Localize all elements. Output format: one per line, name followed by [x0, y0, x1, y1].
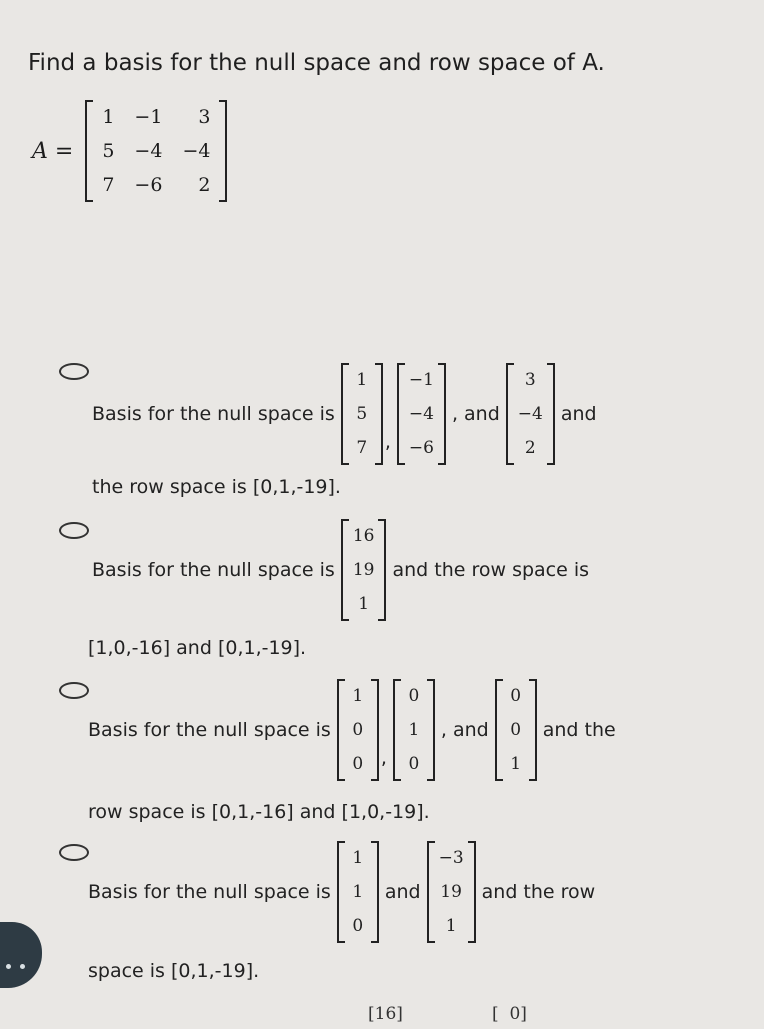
- question-text: Find a basis for the null space and row space of A.: [28, 50, 605, 76]
- vector-entry: 0: [408, 754, 420, 774]
- side-widget-icon[interactable]: [0, 922, 42, 988]
- separator: ,: [384, 431, 391, 453]
- vector: [495, 679, 537, 781]
- vector-entry: 0: [510, 686, 522, 706]
- cut-off-entry: 0: [509, 1004, 521, 1024]
- option-prefix: Basis for the null space is: [92, 559, 335, 581]
- option-prefix: Basis for the null space is: [88, 719, 331, 741]
- vector: [337, 679, 379, 781]
- matrix-cell: −4: [134, 140, 163, 162]
- vector-entry: 0: [352, 720, 364, 740]
- matrix-cell: 3: [198, 106, 211, 128]
- vector: [341, 519, 387, 621]
- matrix-brackets: [85, 100, 227, 202]
- vector-entry: 1: [358, 594, 370, 614]
- vector: [397, 363, 446, 465]
- vector-entry: 1: [352, 882, 364, 902]
- option-suffix: and: [560, 403, 597, 425]
- option-4-row-space: space is [0,1,-19].: [88, 960, 260, 982]
- vector-entry: 16: [352, 526, 375, 546]
- option-prefix: Basis for the null space is: [88, 881, 331, 903]
- vector-entry: 7: [356, 438, 368, 458]
- option-suffix: and the row: [481, 881, 596, 903]
- cut-off-entry: 16: [374, 1004, 397, 1024]
- vector: [393, 679, 435, 781]
- vector-entry: 19: [440, 882, 462, 902]
- radio-button-empty-icon[interactable]: [59, 682, 89, 699]
- vector-entry: −6: [408, 438, 434, 458]
- vector-entry: 1: [352, 848, 364, 868]
- matrix-label: A =: [32, 138, 74, 164]
- matrix-cell: −4: [182, 140, 211, 162]
- separator: , and: [451, 403, 500, 425]
- cut-off-vector-left: [16]: [368, 1004, 403, 1024]
- vector-entry: 5: [356, 404, 368, 424]
- vector-entry: 1: [510, 754, 522, 774]
- matrix-cell: −6: [134, 174, 163, 196]
- vector-entry: −4: [517, 404, 543, 424]
- option-suffix: and the: [542, 719, 616, 741]
- vector-entry: 1: [445, 916, 457, 936]
- vector-entry: 0: [408, 686, 420, 706]
- option-2-row-space: [1,0,-16] and [0,1,-19].: [88, 637, 307, 659]
- vector-entry: 2: [524, 438, 536, 458]
- vector-entry: 0: [510, 720, 522, 740]
- matrix-cell: 1: [102, 106, 115, 128]
- separator: , and: [440, 719, 489, 741]
- option-prefix: Basis for the null space is: [92, 403, 335, 425]
- separator: ,: [380, 747, 387, 769]
- vector-entry: 0: [352, 916, 364, 936]
- widget-dot: [6, 964, 11, 969]
- vector: [341, 363, 383, 465]
- option-2-line: [92, 519, 595, 621]
- option-suffix: and the row space is: [392, 559, 590, 581]
- option-3-row-space: row space is [0,1,-16] and [1,0,-19].: [88, 801, 430, 823]
- vector-entry: 1: [352, 686, 364, 706]
- option-1-row-space: the row space is [0,1,-19].: [92, 476, 341, 498]
- vector-entry: 1: [408, 720, 420, 740]
- vector-entry: −1: [408, 370, 434, 390]
- vector-entry: 0: [352, 754, 364, 774]
- vector-entry: 3: [524, 370, 536, 390]
- vector-entry: 19: [352, 560, 375, 580]
- option-4-line: [88, 841, 601, 943]
- vector: [337, 841, 379, 943]
- vector-entry: −3: [438, 848, 464, 868]
- vector-entry: 1: [356, 370, 368, 390]
- matrix-cell: −1: [134, 106, 163, 128]
- matrix-cell: 7: [102, 174, 115, 196]
- option-3-line: [88, 679, 622, 781]
- vector: [506, 363, 555, 465]
- matrix-cell: 5: [102, 140, 115, 162]
- option-1-line: [92, 363, 603, 465]
- cut-off-vector-right: [ 0]: [492, 1004, 527, 1024]
- separator: and: [384, 881, 421, 903]
- widget-dot: [20, 964, 25, 969]
- radio-button-empty-icon[interactable]: [59, 844, 89, 861]
- vector: [427, 841, 476, 943]
- vector-entry: −4: [408, 404, 434, 424]
- matrix-A: [32, 100, 227, 202]
- radio-button-empty-icon[interactable]: [59, 363, 89, 380]
- matrix-cell: 2: [198, 174, 211, 196]
- radio-button-empty-icon[interactable]: [59, 522, 89, 539]
